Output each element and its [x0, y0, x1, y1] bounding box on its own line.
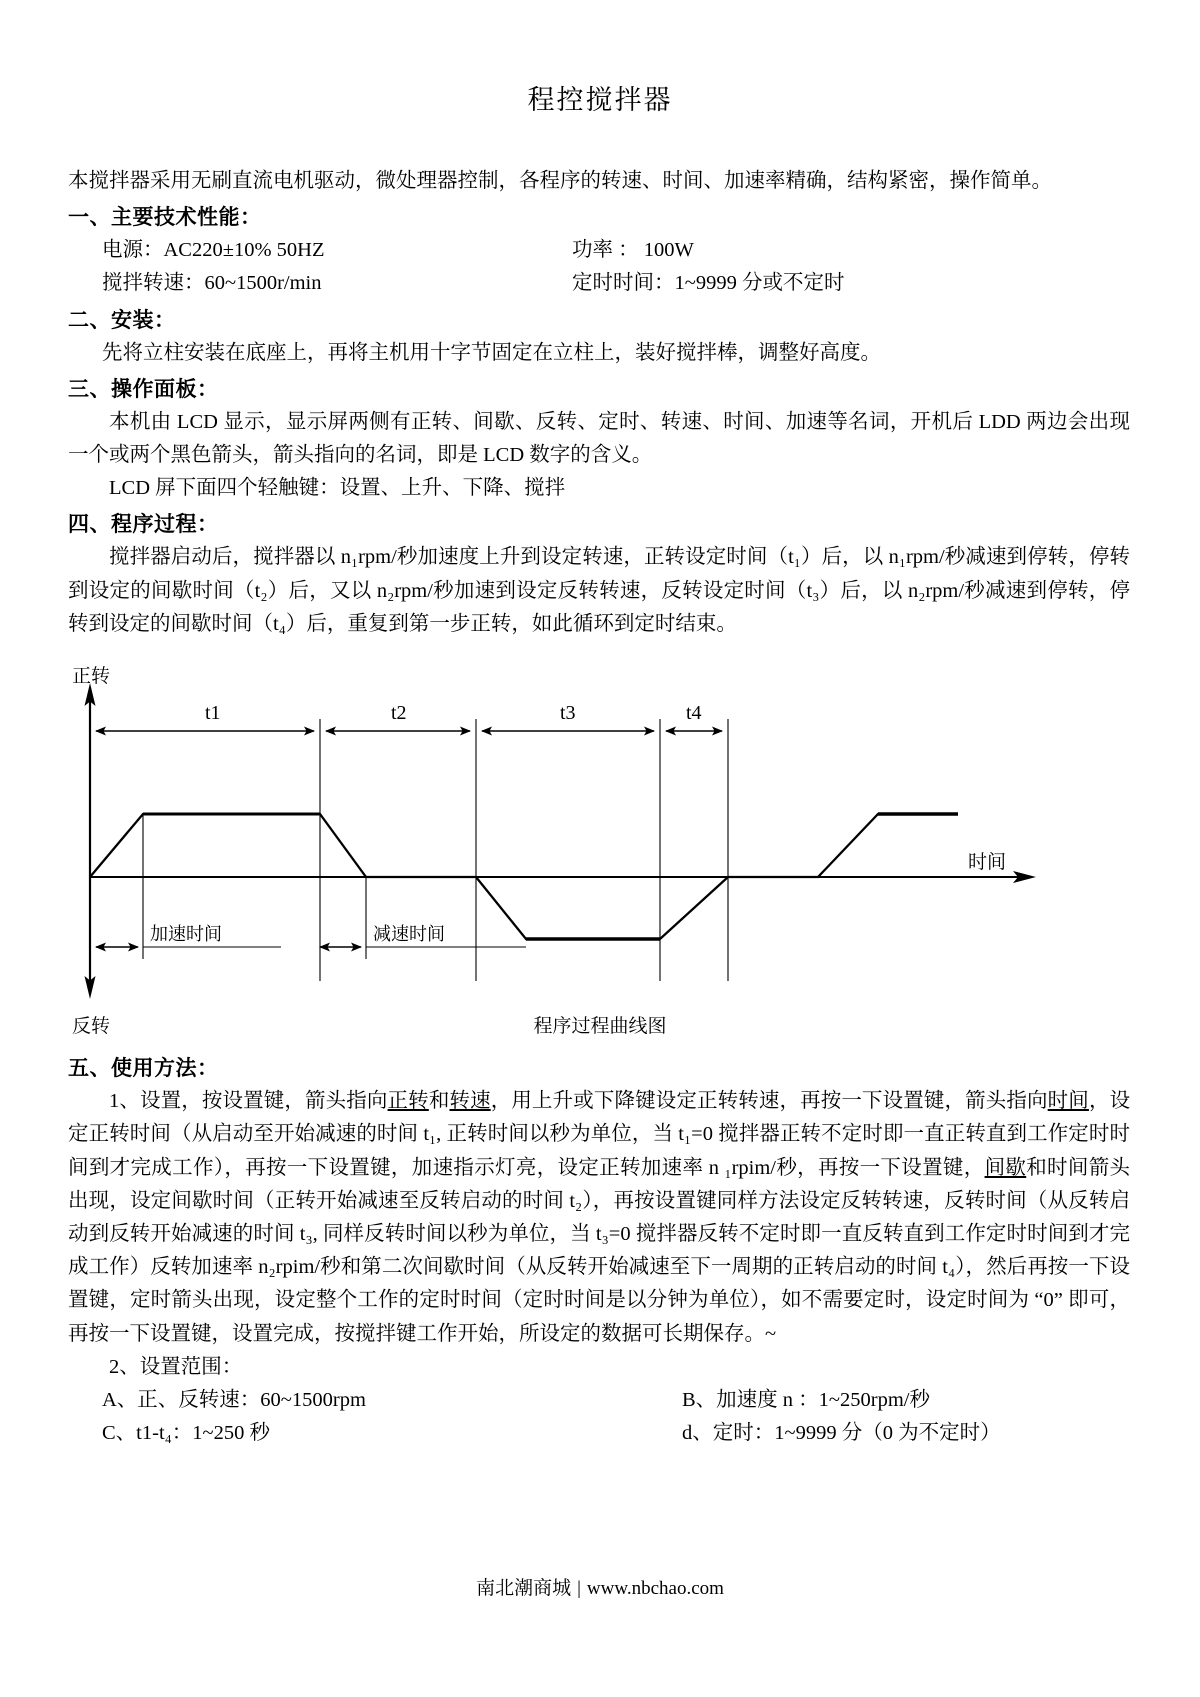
s5-part-d: ，设定正转时间（从启动至开始减速的时间 t₁, 正转时间以秒为单位，当 t₁=0 搅拌器正转不定时即一直正转直到工作定时时间到才完成工作），再按一下设置键，加速指示灯亮，设定正转加速率 n ₁rpim/秒，再按一下设置键， — [68, 1090, 1131, 1179]
s5-underline-forward: 正转 — [387, 1090, 429, 1113]
section-4-heading: 四、程序过程： — [68, 512, 219, 537]
spec-row-power — [68, 234, 1130, 267]
s5-part-b: 和 — [428, 1090, 450, 1113]
range-timer: d、定时：1~9999 分（0 为不定时） — [682, 1422, 1001, 1445]
spec-power-rating: 功率 ： 100W — [572, 239, 694, 262]
page-title: 程控搅拌器 — [527, 85, 673, 115]
section-1-heading: 一、主要技术性能： — [68, 205, 262, 230]
axis-label-forward: 正转 — [72, 666, 111, 688]
spec-speed: 搅拌转速：60~1500r/min — [102, 272, 322, 295]
segment-label-t4: t4 — [686, 702, 702, 725]
spec-timer: 定时时间：1~9999 分或不定时 — [572, 272, 845, 295]
segment-label-t1: t1 — [205, 702, 221, 725]
footer-url[interactable]: www.nbchao.com — [586, 1578, 724, 1599]
document-body — [0, 165, 1200, 1450]
s5-underline-interval: 间歇 — [984, 1156, 1027, 1179]
axis-label-reverse: 反转 — [72, 1016, 111, 1038]
range-row-1 — [68, 1384, 1130, 1417]
footer-shop-name: 南北潮商城 — [476, 1578, 572, 1599]
segment-label-t3: t3 — [560, 702, 576, 725]
section-3-heading: 三、操作面板： — [68, 376, 219, 401]
program-process-curve-figure — [68, 659, 1132, 1049]
accel-time-label: 加速时间 — [150, 924, 222, 945]
intro-paragraph: 本搅拌器采用无刷直流电机驱动，微处理器控制，各程序的转速、时间、加速率精确，结构紧密，操作简单。 — [68, 170, 1052, 192]
segment-label-t2: t2 — [391, 702, 407, 725]
section-2-text: 先将立柱安装在底座上，再将主机用十字节固定在立柱上，装好搅拌棒，调整好高度。 — [102, 341, 881, 364]
section-5-item-1 — [68, 1085, 1130, 1351]
page-footer — [0, 1573, 1200, 1600]
s5-underline-time: 时间 — [1047, 1090, 1089, 1113]
section-5-heading: 五、使用方法： — [68, 1056, 219, 1081]
section-5-item-2-heading: 2、设置范围： — [109, 1355, 243, 1378]
range-speed: A、正、反转速：60~1500rpm — [102, 1388, 366, 1411]
range-t1-t4: C、t1-t₄：1~250 秒 — [102, 1422, 271, 1445]
s5-part-a: 1、设置，按设置键，箭头指向 — [109, 1090, 388, 1113]
spec-row-speed — [68, 267, 1130, 300]
section-2-heading: 二、安装： — [68, 307, 176, 332]
section-3-paragraph-2: LCD 屏下面四个轻触键：设置、上升、下降、搅拌 — [109, 477, 566, 500]
spec-power-supply: 电源：AC220±10% 50HZ — [102, 239, 325, 262]
figure-caption: 程序过程曲线图 — [533, 1016, 667, 1038]
range-row-2 — [68, 1417, 1130, 1450]
s5-underline-speed: 转速 — [449, 1090, 491, 1113]
footer-separator: | — [577, 1578, 581, 1599]
section-4-paragraph: 搅拌器启动后，搅拌器以 n₁rpm/秒加速度上升到设定转速，正转设定时间（t₁）后，以 n₁rpm/秒减速到停转，停转到设定的间歇时间（t₂）后，又以 n₂rpm/秒加速到设定反转转速，反转设定时间（t₃）后，以 n₂rpm/秒减速到停转，停转到设定的间歇时间（t₄）后，重复到第一步正转，如此循环到定时结束。 — [68, 546, 1130, 635]
axis-label-time: 时间 — [968, 852, 1007, 874]
s5-part-e: 和时间箭头出现，设定间歇时间（正转开始减速至反转启动的时间 t₂），再按设置键同样方法设定反转转速，反转时间（从反转启动到反转开始减速的时间 t₃, 同样反转时间以秒为单位，当 t₃=0 搅拌器反转不定时即一直反转直到工作定时时间到才完成工作）反转加速率 n₂rpim/秒和第二次间歇时间（从反转开始减速至下一周期的正转启动的时间 t₄），然后再按一下设置键，定时箭头出现，设定整个工作的定时时间（定时时间是以分钟为单位），如不需要定时，设定时间为 “0” 即可，再按一下设置键，设置完成，按搅拌键工作开始，所设定的数据可长期保存。~ — [68, 1156, 1131, 1345]
curve-svg — [68, 659, 1132, 1019]
decel-time-label: 减速时间 — [373, 924, 445, 945]
range-accel: B、加速度 n ：1~250rpm/秒 — [682, 1388, 930, 1411]
s5-part-c: ，用上升或下降键设定正转转速，再按一下设置键，箭头指向 — [490, 1090, 1048, 1113]
section-3-paragraph-1: 本机由 LCD 显示，显示屏两侧有正转、间歇、反转、定时、转速、时间、加速等名词，开机后 LDD 两边会出现一个或两个黑色箭头，箭头指向的名词，即是 LCD 数字的含义。 — [68, 410, 1130, 467]
